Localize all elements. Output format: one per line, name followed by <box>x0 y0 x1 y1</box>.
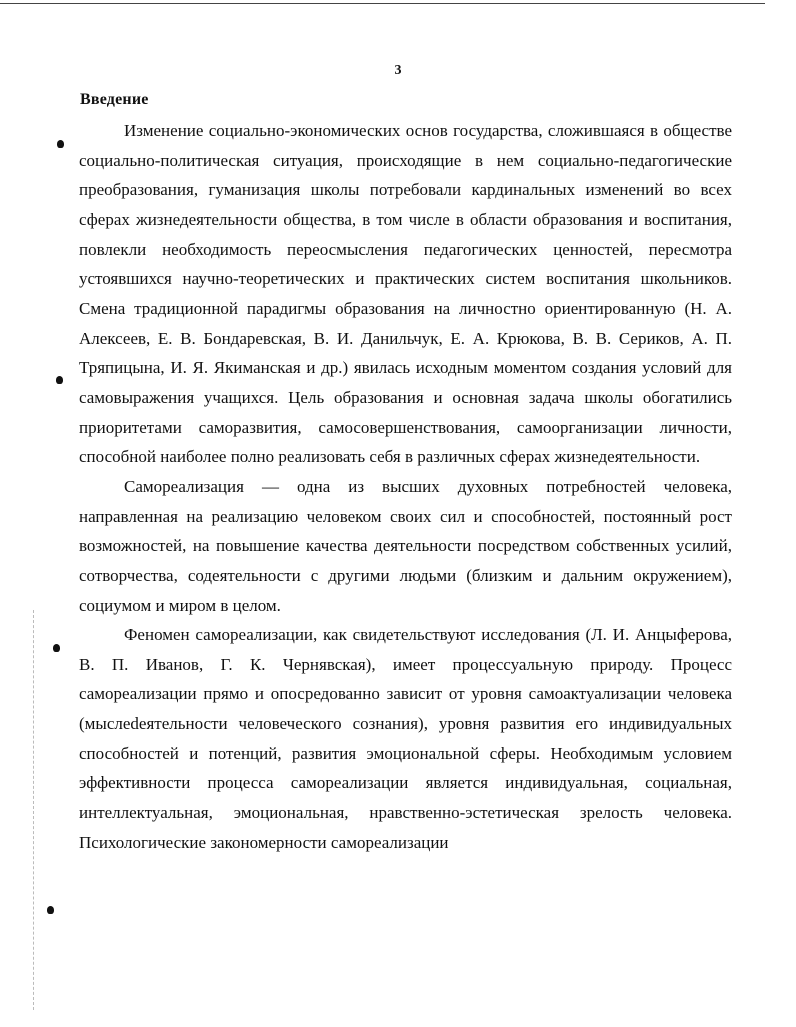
section-heading: Введение <box>80 91 149 108</box>
margin-bullet-3 <box>53 644 60 652</box>
margin-bullet-2 <box>56 376 63 384</box>
body-text <box>79 116 732 857</box>
paragraph-2: Самореализация — одна из высших духовных потребностей человека, направленная на реализацию человеком своих сил и способностей, постоянный рост возможностей, на повышение качества деятельности посредством собственных усилий, сотворчества, содеятельности с другими людьми (близким и дальним окружением), социумом и миром в целом. <box>79 476 732 615</box>
top-rule <box>0 3 765 4</box>
paragraph-3: Феномен самореализации, как свидетельствуют исследования (Л. И. Анцыферова, В. П. Иванов, Г. К. Чернявская), имеет процессуальную природу. Процесс самореализации прямо и опосредованно зависит от уровня самоактуализации человека (мыслedеятельности человеческого сознания), уровня развития его индивидуальных способностей и потенций, развития эмоциональной сферы. Необходимым условием эффективности процесса самореализации является индивидуальная, социальная, интеллектуальная, эмоциональная, нравственно-эстетическая зрелость человека. Психологические закономерности самореализации <box>79 625 732 852</box>
page-number: 3 <box>394 63 402 78</box>
margin-line <box>33 610 34 1010</box>
margin-bullet-1 <box>57 140 64 148</box>
paragraph-1: Изменение социально-экономических основ государства, сложившаяся в обществе социально-политическая ситуация, происходящие в нем социально-педагогические преобразования, гуманизация школы потребовали кардинальных изменений во всех сферах жизнедеятельности общества, в том числе в области образования и воспитания, повлекли необходимость переосмысления педагогических ценностей, пересмотра устоявшихся научно-теоретических и практических систем воспитания школьников. Смена традиционной парадигмы образования на личностно ориентированную (Н. А. Алексеев, Е. В. Бондаревская, В. И. Данильчук, Е. А. Крюкова, В. В. Сериков, А. П. Тряпицына, И. Я. Якиманская и др.) явилась исходным моментом создания условий для самовыражения учащихся. Цель образования и основная задача школы обогатились приоритетами саморазвития, самосовершенствования, самоорганизации личности, способной наиболее полно реализовать себя в различных сферах жизнедеятельности. <box>79 121 732 467</box>
margin-bullet-4 <box>47 906 54 914</box>
